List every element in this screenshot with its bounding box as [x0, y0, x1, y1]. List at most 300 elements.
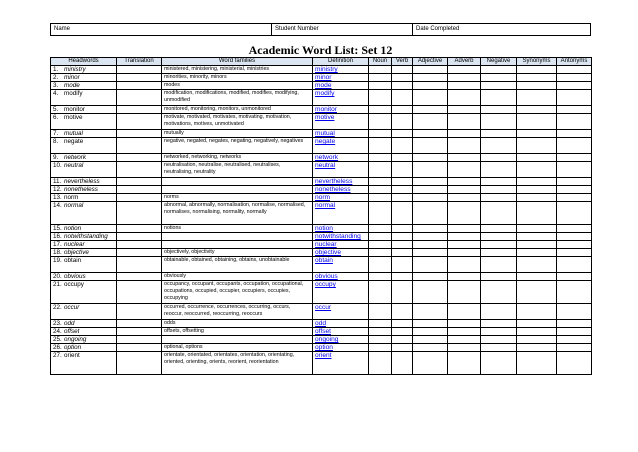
antonyms-cell[interactable]	[557, 162, 592, 178]
noun-cell[interactable]	[369, 114, 392, 130]
translation-cell[interactable]	[117, 194, 162, 202]
antonyms-cell[interactable]	[557, 178, 592, 186]
translation-cell[interactable]	[117, 281, 162, 304]
antonyms-cell[interactable]	[557, 241, 592, 249]
adjective-cell[interactable]	[413, 257, 448, 273]
adverb-cell[interactable]	[448, 186, 481, 194]
negative-cell[interactable]	[481, 194, 517, 202]
adjective-cell[interactable]	[413, 82, 448, 90]
verb-cell[interactable]	[392, 328, 413, 336]
synonyms-cell[interactable]	[517, 106, 557, 114]
row-number: 14.	[53, 202, 62, 209]
adjective-cell[interactable]	[413, 281, 448, 304]
verb-cell[interactable]	[392, 273, 413, 281]
adverb-cell[interactable]	[448, 328, 481, 336]
adjective-cell[interactable]	[413, 178, 448, 186]
verb-cell[interactable]	[392, 304, 413, 320]
verb-cell[interactable]	[392, 320, 413, 328]
translation-cell[interactable]	[117, 130, 162, 138]
negative-cell[interactable]	[481, 186, 517, 194]
noun-cell[interactable]	[369, 90, 392, 106]
adjective-cell[interactable]	[413, 249, 448, 257]
synonyms-cell[interactable]	[517, 233, 557, 241]
antonyms-cell[interactable]	[557, 352, 592, 375]
noun-cell[interactable]	[369, 162, 392, 178]
negative-cell[interactable]	[481, 328, 517, 336]
table-row	[51, 82, 592, 90]
word-families-cell: minorities, minority, minors	[162, 74, 313, 82]
adverb-cell[interactable]	[448, 249, 481, 257]
antonyms-cell[interactable]	[557, 304, 592, 320]
translation-cell[interactable]	[117, 154, 162, 162]
translation-cell[interactable]	[117, 336, 162, 344]
adverb-cell[interactable]	[448, 66, 481, 74]
word-families-cell: odds	[162, 320, 313, 328]
synonyms-cell[interactable]	[517, 130, 557, 138]
definition-cell	[313, 352, 369, 375]
synonyms-cell[interactable]	[517, 352, 557, 375]
translation-cell[interactable]	[117, 186, 162, 194]
adverb-cell[interactable]	[448, 320, 481, 328]
noun-cell[interactable]	[369, 352, 392, 375]
headword: notion	[64, 225, 82, 232]
negative-cell[interactable]	[481, 138, 517, 154]
definition-link[interactable]: minor	[315, 74, 332, 81]
synonyms-cell[interactable]	[517, 202, 557, 225]
adverb-cell[interactable]	[448, 344, 481, 352]
adverb-cell[interactable]	[448, 138, 481, 154]
adjective-cell[interactable]	[413, 241, 448, 249]
synonyms-cell[interactable]	[517, 281, 557, 304]
antonyms-cell[interactable]	[557, 82, 592, 90]
definition-link[interactable]: neutral	[315, 162, 336, 169]
table-row	[51, 304, 592, 320]
translation-cell[interactable]	[117, 74, 162, 82]
definition-cell	[313, 178, 369, 186]
negative-cell[interactable]	[481, 130, 517, 138]
translation-cell[interactable]	[117, 273, 162, 281]
adverb-cell[interactable]	[448, 178, 481, 186]
row-number: 13.	[53, 194, 62, 201]
antonyms-cell[interactable]	[557, 138, 592, 154]
noun-cell[interactable]	[369, 336, 392, 344]
headword: offset	[64, 328, 80, 335]
antonyms-cell[interactable]	[557, 202, 592, 225]
row-number: 5.	[53, 106, 59, 113]
noun-cell[interactable]	[369, 130, 392, 138]
headword: notwithstanding	[64, 233, 108, 240]
antonyms-cell[interactable]	[557, 106, 592, 114]
antonyms-cell[interactable]	[557, 130, 592, 138]
adverb-cell[interactable]	[448, 194, 481, 202]
verb-cell[interactable]	[392, 241, 413, 249]
translation-cell[interactable]	[117, 106, 162, 114]
adverb-cell[interactable]	[448, 130, 481, 138]
antonyms-cell[interactable]	[557, 328, 592, 336]
antonyms-cell[interactable]	[557, 154, 592, 162]
negative-cell[interactable]	[481, 90, 517, 106]
verb-cell[interactable]	[392, 130, 413, 138]
adverb-cell[interactable]	[448, 336, 481, 344]
synonyms-cell[interactable]	[517, 225, 557, 233]
negative-cell[interactable]	[481, 241, 517, 249]
synonyms-cell[interactable]	[517, 90, 557, 106]
adjective-cell[interactable]	[413, 202, 448, 225]
noun-cell[interactable]	[369, 328, 392, 336]
translation-cell[interactable]	[117, 90, 162, 106]
noun-cell[interactable]	[369, 249, 392, 257]
adverb-cell[interactable]	[448, 106, 481, 114]
table-row	[51, 344, 592, 352]
definition-link[interactable]: monitor	[315, 106, 337, 113]
adjective-cell[interactable]	[413, 130, 448, 138]
headword-cell	[51, 344, 117, 352]
antonyms-cell[interactable]	[557, 336, 592, 344]
negative-cell[interactable]	[481, 273, 517, 281]
table-row	[51, 328, 592, 336]
antonyms-cell[interactable]	[557, 66, 592, 74]
definition-cell	[313, 154, 369, 162]
noun-cell[interactable]	[369, 154, 392, 162]
verb-cell[interactable]	[392, 90, 413, 106]
row-number: 21.	[53, 281, 62, 288]
translation-cell[interactable]	[117, 249, 162, 257]
noun-cell[interactable]	[369, 66, 392, 74]
headword-cell	[51, 202, 117, 225]
definition-link[interactable]: objective	[315, 249, 342, 256]
adjective-cell[interactable]	[413, 194, 448, 202]
antonyms-cell[interactable]	[557, 273, 592, 281]
adverb-cell[interactable]	[448, 233, 481, 241]
adjective-cell[interactable]	[413, 186, 448, 194]
verb-cell[interactable]	[392, 66, 413, 74]
headword-cell	[51, 186, 117, 194]
verb-cell[interactable]	[392, 154, 413, 162]
headword: nonetheless	[64, 186, 98, 193]
table-row	[51, 202, 592, 225]
synonyms-cell[interactable]	[517, 344, 557, 352]
synonyms-cell[interactable]	[517, 82, 557, 90]
noun-cell[interactable]	[369, 241, 392, 249]
definition-link[interactable]: mode	[315, 82, 332, 89]
noun-cell[interactable]	[369, 233, 392, 241]
translation-cell[interactable]	[117, 114, 162, 130]
headword-cell	[51, 66, 117, 74]
adjective-cell[interactable]	[413, 352, 448, 375]
verb-cell[interactable]	[392, 257, 413, 273]
col-header-definition: Definition	[313, 58, 369, 66]
antonyms-cell[interactable]	[557, 233, 592, 241]
row-number: 9.	[53, 154, 59, 161]
verb-cell[interactable]	[392, 344, 413, 352]
adjective-cell[interactable]	[413, 154, 448, 162]
definition-link[interactable]: negate	[315, 138, 336, 145]
definition-link[interactable]: norm	[315, 194, 331, 201]
synonyms-cell[interactable]	[517, 178, 557, 186]
definition-link[interactable]: notwithstanding	[315, 233, 361, 240]
verb-cell[interactable]	[392, 233, 413, 241]
noun-cell[interactable]	[369, 273, 392, 281]
adjective-cell[interactable]	[413, 273, 448, 281]
word-families-cell: objectively, objectivity	[162, 249, 313, 257]
headword: negate	[64, 138, 84, 145]
adverb-cell[interactable]	[448, 202, 481, 225]
headword-cell	[51, 233, 117, 241]
definition-link[interactable]: ongoing	[315, 336, 339, 343]
translation-cell[interactable]	[117, 233, 162, 241]
definition-link[interactable]: notion	[315, 225, 333, 232]
definition-cell	[313, 257, 369, 273]
definition-link[interactable]: mutual	[315, 130, 335, 137]
negative-cell[interactable]	[481, 352, 517, 375]
word-families-cell	[162, 241, 313, 249]
definition-link[interactable]: motive	[315, 114, 335, 121]
adverb-cell[interactable]	[448, 273, 481, 281]
definition-link[interactable]: nevertheless	[315, 178, 353, 185]
translation-cell[interactable]	[117, 202, 162, 225]
negative-cell[interactable]	[481, 178, 517, 186]
synonyms-cell[interactable]	[517, 328, 557, 336]
row-number: 12.	[53, 186, 62, 193]
adjective-cell[interactable]	[413, 114, 448, 130]
synonyms-cell[interactable]	[517, 138, 557, 154]
negative-cell[interactable]	[481, 82, 517, 90]
adverb-cell[interactable]	[448, 154, 481, 162]
word-families-cell: offsets, offsetting	[162, 328, 313, 336]
verb-cell[interactable]	[392, 82, 413, 90]
antonyms-cell[interactable]	[557, 225, 592, 233]
definition-link[interactable]: nuclear	[315, 241, 337, 248]
synonyms-cell[interactable]	[517, 304, 557, 320]
definition-link[interactable]: network	[315, 154, 339, 161]
noun-cell[interactable]	[369, 225, 392, 233]
negative-cell[interactable]	[481, 202, 517, 225]
headword: nuclear	[64, 241, 85, 248]
adverb-cell[interactable]	[448, 304, 481, 320]
translation-cell[interactable]	[117, 304, 162, 320]
noun-cell[interactable]	[369, 194, 392, 202]
word-families-cell: monitored, monitoring, monitors, unmonitored	[162, 106, 313, 114]
synonyms-cell[interactable]	[517, 194, 557, 202]
noun-cell[interactable]	[369, 202, 392, 225]
synonyms-cell[interactable]	[517, 273, 557, 281]
negative-cell[interactable]	[481, 281, 517, 304]
definition-link[interactable]: offset	[315, 328, 332, 335]
verb-cell[interactable]	[392, 106, 413, 114]
noun-cell[interactable]	[369, 257, 392, 273]
negative-cell[interactable]	[481, 304, 517, 320]
negative-cell[interactable]	[481, 225, 517, 233]
definition-cell	[313, 186, 369, 194]
synonyms-cell[interactable]	[517, 66, 557, 74]
noun-cell[interactable]	[369, 304, 392, 320]
verb-cell[interactable]	[392, 114, 413, 130]
adverb-cell[interactable]	[448, 225, 481, 233]
verb-cell[interactable]	[392, 281, 413, 304]
translation-cell[interactable]	[117, 82, 162, 90]
definition-link[interactable]: orient	[315, 352, 332, 359]
table-row	[51, 336, 592, 344]
headword: nevertheless	[64, 178, 100, 185]
antonyms-cell[interactable]	[557, 320, 592, 328]
synonyms-cell[interactable]	[517, 114, 557, 130]
translation-cell[interactable]	[117, 225, 162, 233]
negative-cell[interactable]	[481, 320, 517, 328]
student-info-bar	[50, 23, 591, 36]
verb-cell[interactable]	[392, 352, 413, 375]
translation-cell[interactable]	[117, 257, 162, 273]
verb-cell[interactable]	[392, 74, 413, 82]
adverb-cell[interactable]	[448, 241, 481, 249]
noun-cell[interactable]	[369, 344, 392, 352]
adjective-cell[interactable]	[413, 225, 448, 233]
verb-cell[interactable]	[392, 138, 413, 154]
noun-cell[interactable]	[369, 74, 392, 82]
synonyms-cell[interactable]	[517, 186, 557, 194]
adverb-cell[interactable]	[448, 82, 481, 90]
translation-cell[interactable]	[117, 241, 162, 249]
translation-cell[interactable]	[117, 162, 162, 178]
table-row	[51, 257, 592, 273]
noun-cell[interactable]	[369, 178, 392, 186]
definition-link[interactable]: obtain	[315, 257, 333, 264]
negative-cell[interactable]	[481, 233, 517, 241]
synonyms-cell[interactable]	[517, 241, 557, 249]
row-number: 8.	[53, 138, 59, 145]
translation-cell[interactable]	[117, 178, 162, 186]
adverb-cell[interactable]	[448, 114, 481, 130]
student-number-field[interactable]	[272, 24, 413, 35]
col-header-antonyms: Antonyms	[557, 58, 592, 66]
adjective-cell[interactable]	[413, 162, 448, 178]
adjective-cell[interactable]	[413, 344, 448, 352]
definition-link[interactable]: obvious	[315, 273, 338, 280]
adjective-cell[interactable]	[413, 66, 448, 74]
adjective-cell[interactable]	[413, 233, 448, 241]
negative-cell[interactable]	[481, 154, 517, 162]
verb-cell[interactable]	[392, 178, 413, 186]
antonyms-cell[interactable]	[557, 344, 592, 352]
verb-cell[interactable]	[392, 194, 413, 202]
noun-cell[interactable]	[369, 82, 392, 90]
definition-cell	[313, 249, 369, 257]
negative-cell[interactable]	[481, 106, 517, 114]
row-number: 17.	[53, 241, 62, 248]
adjective-cell[interactable]	[413, 138, 448, 154]
verb-cell[interactable]	[392, 202, 413, 225]
antonyms-cell[interactable]	[557, 90, 592, 106]
noun-cell[interactable]	[369, 138, 392, 154]
antonyms-cell[interactable]	[557, 249, 592, 257]
word-families-cell: negative, negated, negates, negating, negatively, negatives	[162, 138, 313, 154]
adjective-cell[interactable]	[413, 328, 448, 336]
row-number: 10.	[53, 162, 62, 169]
adverb-cell[interactable]	[448, 162, 481, 178]
antonyms-cell[interactable]	[557, 281, 592, 304]
translation-cell[interactable]	[117, 344, 162, 352]
date-completed-field[interactable]	[413, 24, 590, 35]
verb-cell[interactable]	[392, 336, 413, 344]
headword-cell	[51, 178, 117, 186]
definition-link[interactable]: modify	[315, 90, 335, 97]
negative-cell[interactable]	[481, 114, 517, 130]
adjective-cell[interactable]	[413, 106, 448, 114]
word-families-cell: norms	[162, 194, 313, 202]
adjective-cell[interactable]	[413, 90, 448, 106]
student-number-label: Student Number	[275, 26, 319, 32]
antonyms-cell[interactable]	[557, 186, 592, 194]
adjective-cell[interactable]	[413, 320, 448, 328]
synonyms-cell[interactable]	[517, 162, 557, 178]
definition-link[interactable]: occupy	[315, 281, 336, 288]
headword: occupy	[64, 281, 84, 288]
synonyms-cell[interactable]	[517, 249, 557, 257]
negative-cell[interactable]	[481, 249, 517, 257]
negative-cell[interactable]	[481, 344, 517, 352]
negative-cell[interactable]	[481, 74, 517, 82]
noun-cell[interactable]	[369, 281, 392, 304]
verb-cell[interactable]	[392, 249, 413, 257]
negative-cell[interactable]	[481, 257, 517, 273]
verb-cell[interactable]	[392, 162, 413, 178]
antonyms-cell[interactable]	[557, 114, 592, 130]
noun-cell[interactable]	[369, 320, 392, 328]
col-header-synonyms: Synonyms	[517, 58, 557, 66]
adverb-cell[interactable]	[448, 257, 481, 273]
translation-cell[interactable]	[117, 328, 162, 336]
verb-cell[interactable]	[392, 186, 413, 194]
synonyms-cell[interactable]	[517, 154, 557, 162]
adjective-cell[interactable]	[413, 304, 448, 320]
adverb-cell[interactable]	[448, 74, 481, 82]
adverb-cell[interactable]	[448, 90, 481, 106]
negative-cell[interactable]	[481, 162, 517, 178]
translation-cell[interactable]	[117, 138, 162, 154]
name-field[interactable]	[51, 24, 272, 35]
headword-cell	[51, 106, 117, 114]
definition-cell	[313, 344, 369, 352]
noun-cell[interactable]	[369, 106, 392, 114]
adverb-cell[interactable]	[448, 352, 481, 375]
negative-cell[interactable]	[481, 66, 517, 74]
adjective-cell[interactable]	[413, 74, 448, 82]
col-header-adverb: Adverb	[448, 58, 481, 66]
definition-link[interactable]: nonetheless	[315, 186, 351, 193]
adjective-cell[interactable]	[413, 336, 448, 344]
negative-cell[interactable]	[481, 336, 517, 344]
antonyms-cell[interactable]	[557, 257, 592, 273]
synonyms-cell[interactable]	[517, 320, 557, 328]
definition-link[interactable]: odd	[315, 320, 327, 327]
definition-cell	[313, 74, 369, 82]
definition-link[interactable]: ministry	[315, 66, 338, 73]
definition-link[interactable]: option	[315, 344, 333, 351]
translation-cell[interactable]	[117, 66, 162, 74]
synonyms-cell[interactable]	[517, 336, 557, 344]
definition-link[interactable]: occur	[315, 304, 332, 311]
translation-cell[interactable]	[117, 320, 162, 328]
antonyms-cell[interactable]	[557, 74, 592, 82]
synonyms-cell[interactable]	[517, 257, 557, 273]
definition-link[interactable]: normal	[315, 202, 336, 209]
adverb-cell[interactable]	[448, 281, 481, 304]
translation-cell[interactable]	[117, 352, 162, 375]
synonyms-cell[interactable]	[517, 74, 557, 82]
antonyms-cell[interactable]	[557, 194, 592, 202]
col-header-verb: Verb	[392, 58, 413, 66]
verb-cell[interactable]	[392, 225, 413, 233]
noun-cell[interactable]	[369, 186, 392, 194]
